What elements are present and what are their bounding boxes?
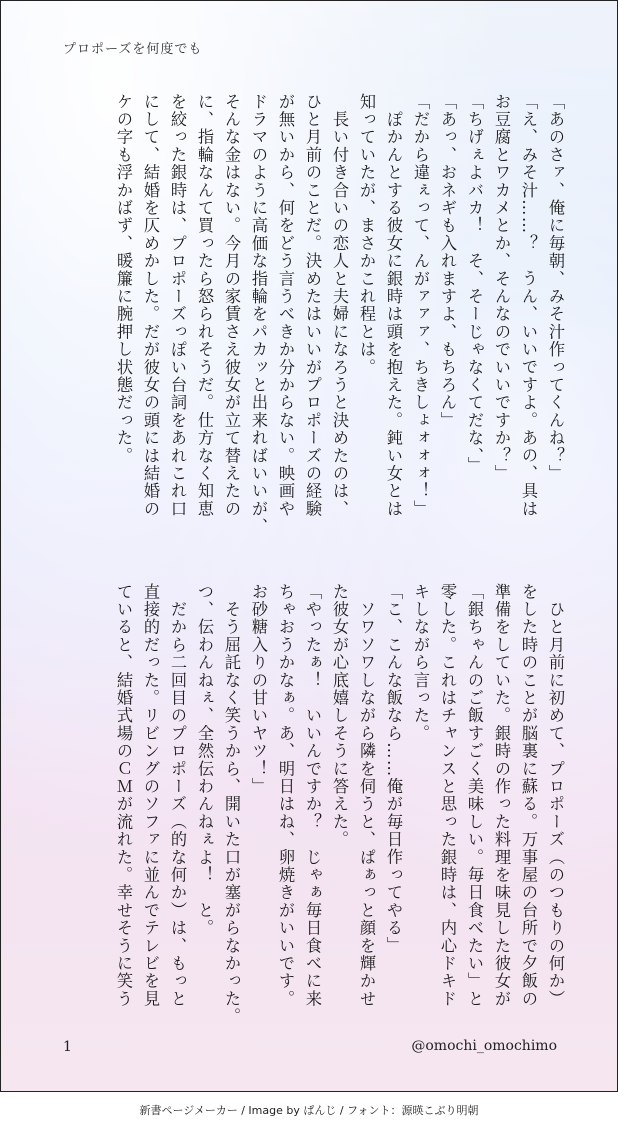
text-line: だから二回目のプロポーズ（的な何か）は、もっと [168, 583, 187, 1008]
text-line: ソワソワしながら隣を伺うと、ぱぁっと顔を輝かせ [357, 583, 376, 1008]
page-title: プロポーズを何度でも [63, 42, 203, 57]
text-line: ケの字も浮かばず、暖簾に腕押し状態だった。 [114, 93, 133, 465]
page-number: 1 [63, 1039, 72, 1055]
text-line: 「やったぁ！ いいんですか？ じゃぁ毎日食べに来 [303, 583, 322, 1008]
text-line: 零した。これはチャンスと思った銀時は、内心ドキド [438, 583, 457, 1008]
text-line: 「え、みそ汁……？ うん、いいですよ。あの、具は [519, 93, 538, 518]
text-line: 知っていたが、まさかこれ程とは。 [357, 93, 376, 377]
text-line: 「ちげぇよバカ！ そ、そーじゃなくてだな、」 [465, 93, 484, 475]
text-line: 「あっ、おネギも入れますよ、もちろん」 [438, 93, 457, 430]
text-line: た彼女が心底嬉しそうに答えた。 [330, 583, 349, 849]
text-line: に、指輪なんて買ったら怒られそうだ。仕方なく知恵 [195, 93, 214, 518]
text-line: ていると、結婚式場のＣＭが流れた。幸せそうに笑う [114, 583, 133, 1008]
text-line: ひと月前のことだ。決めたはいいがプロポーズの経験 [303, 93, 322, 518]
text-line: 「あのさァ、俺に毎朝、みそ汁作ってくんね？」 [546, 93, 565, 483]
text-line: お豆腐とワカメとか、そんなのでいいですか？」 [492, 93, 511, 483]
author-handle: @omochi_omochimo [411, 1038, 557, 1054]
text-line: ひと月前に初めて、プロポーズ（のつもりの何か） [546, 583, 565, 1008]
text-line: 準備をしていた。銀時の作った料理を味見した彼女が [492, 583, 511, 1008]
text-line: 「こ、こんな飯なら……俺が毎日作ってやる」 [384, 583, 403, 955]
text-line: そう屈託なく笑うから、開いた口が塞がらなかった。 [222, 583, 241, 1026]
text-line: ドラマのように高価な指輪をパカッと出来ればいいが、 [249, 93, 268, 536]
text-line: を絞った銀時は、プロポーズっぽい台詞をあれこれ口 [168, 93, 187, 518]
text-line: ちゃおうかなぁ。あ、明日はね、卵焼きがいいです。 [276, 583, 295, 1008]
text-line: 長い付き合いの恋人と夫婦になろうと決めたのは、 [330, 93, 349, 518]
text-line: 「銀ちゃんのご飯すごく美味しい。毎日食べたい」と [465, 583, 484, 1008]
text-line: キしながら言った。 [411, 583, 430, 743]
text-line: そんな金はない。今月の家賃さえ彼女が立て替えたの [222, 93, 241, 518]
text-line: 直接的だった。リビングのソファに並んでテレビを見 [141, 583, 160, 1008]
text-line: お砂糖入りの甘いヤツ！」 [249, 583, 268, 796]
text-line: が無いから、何をどう言うべきか分からない。映画や [276, 93, 295, 518]
body-text-lower [110, 583, 569, 1026]
credit-footer: 新書ページメーカー / Image by ぱんじ / フォント：源暎こぶり明朝 [139, 1104, 479, 1117]
body-text-upper [110, 93, 569, 536]
text-line: 「だから違ぇって、んがァァァ、ちきしょォォォ！」 [411, 93, 430, 518]
text-line: つ、伝わんねぇ、全然伝わんねぇよ！ と。 [195, 583, 214, 937]
text-line: ぽかんとする彼女に銀時は頭を抱えた。鈍い女とは [384, 93, 403, 518]
text-line: をした時のことが脳裏に蘇る。万事屋の台所で夕飯の [519, 583, 538, 1008]
text-line: にして、結婚を仄めかした。だが彼女の頭には結婚の [141, 93, 160, 518]
